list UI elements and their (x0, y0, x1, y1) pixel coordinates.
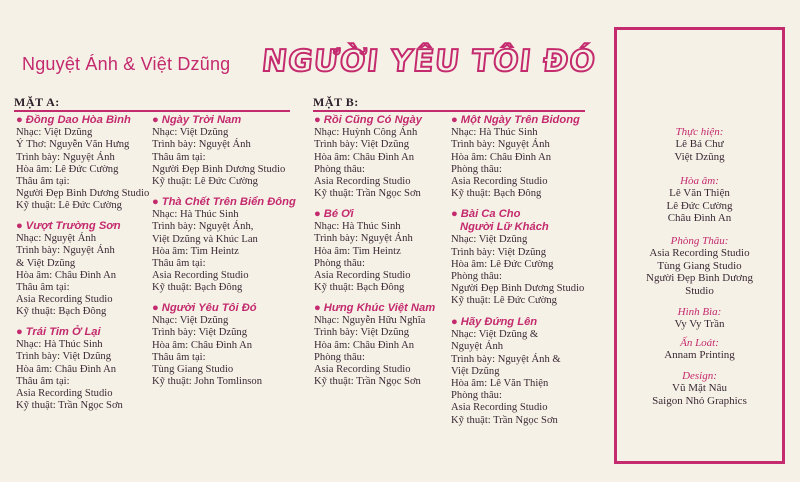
song-title: Rồi Cũng Có Ngày (323, 114, 422, 126)
song-credit: Tùng Giang Studio (152, 364, 234, 376)
song-credit: Nhạc: Nguyệt Ánh (16, 233, 97, 245)
song-title: Ngày Trời Nam (161, 114, 242, 126)
credit-label: Hình Bìa: (677, 306, 722, 318)
song-credit: Kỹ thuật: Trần Ngọc Sơn (16, 400, 123, 412)
track-list-item (16, 220, 166, 319)
credit-name: Annam Printing (664, 349, 735, 362)
song-credit: Nhạc: Việt Dzũng (152, 127, 229, 139)
song-credit: Kỹ thuật: Bạch Đông (152, 282, 243, 294)
song-credit: Hòa âm: Lê Đức Cường (16, 163, 119, 175)
song-credit: Trình bày: Nguyệt Ánh (451, 139, 550, 151)
song-credit: Phòng thâu: (451, 163, 502, 175)
bullet-icon: ● (152, 114, 159, 126)
song-credit: Kỹ thuật: Lê Đức Cường (16, 200, 122, 212)
song-credit: Nhạc: Việt Dzũng & (451, 329, 539, 341)
bullet-icon: ● (314, 302, 321, 314)
credit-name: Lê Đức Cường (666, 199, 733, 212)
song-credit: Asia Recording Studio (451, 176, 548, 188)
track-list-item (314, 208, 464, 294)
bullet-icon: ● (152, 302, 159, 314)
credit-label: Phòng Thâu: (670, 235, 729, 247)
song-credit: Nhạc: Việt Dzũng (152, 315, 229, 327)
side-a-divider (14, 110, 290, 112)
song-credit: Phòng thâu: (314, 257, 365, 269)
song-credit: Nhạc: Hà Thúc Sinh (314, 221, 401, 233)
production-credits-box (614, 27, 785, 464)
song-credit: Kỹ thuật: Trần Ngọc Sơn (314, 376, 421, 388)
song-credit: Kỹ thuật: Trần Ngọc Sơn (451, 414, 558, 426)
credit-name: Vũ Mặt Nâu (672, 382, 727, 395)
song-credit: Người Đẹp Bình Dương Studio (16, 188, 150, 200)
song-credit: Nguyệt Ánh (451, 341, 504, 353)
bullet-icon: ● (451, 114, 458, 126)
song-credit: Phòng thâu: (451, 271, 502, 283)
song-credit: Trình bày: Việt Dzũng (314, 139, 410, 151)
song-credit: Hòa âm: Châu Đình An (314, 339, 415, 351)
song-title: Vượt Trường Sơn (25, 220, 121, 232)
song-credit: Asia Recording Studio (314, 364, 411, 376)
credit-name: Tùng Giang Studio (657, 259, 742, 272)
song-credit: Trình bày: Việt Dzũng (152, 327, 248, 339)
song-credit: Hòa âm: Lê Đức Cường (451, 258, 554, 270)
song-credit: Asia Recording Studio (152, 270, 249, 282)
song-credit: Asia Recording Studio (314, 176, 411, 188)
credit-label: Hòa âm: (680, 175, 719, 187)
song-credit: Hòa âm: Tim Heintz (152, 245, 239, 257)
song-credit: Asia Recording Studio (451, 402, 548, 414)
credit-block-arrangers (617, 175, 782, 225)
song-credit: Trình bày: Nguyệt Ánh (152, 139, 251, 151)
track-list-item (314, 114, 464, 200)
credit-name: Người Đẹp Bình Dương (646, 272, 753, 285)
song-credit: Kỹ thuật: Bạch Đông (314, 282, 405, 294)
song-credit: Nhạc: Việt Dzũng (16, 127, 93, 139)
track-list-item (152, 114, 302, 188)
track-list-item (152, 196, 302, 295)
song-credit: Kỹ thuật: Lê Đức Cường (152, 176, 258, 188)
song-credit: Asia Recording Studio (16, 388, 113, 400)
song-credit: Trình bày: Nguyệt Ánh (16, 245, 115, 257)
bullet-icon: ● (152, 196, 159, 208)
song-credit: Trình bày: Nguyệt Ánh, (152, 221, 254, 233)
credit-name: Vy Vy Trần (674, 318, 725, 331)
song-title: Một Ngày Trên Bidong (460, 114, 580, 126)
song-credit: Người Đẹp Bình Dương Studio (152, 163, 286, 175)
track-list-item (16, 114, 166, 213)
track-list-item (451, 208, 601, 308)
bullet-icon: ● (16, 326, 23, 338)
song-title: Thà Chết Trên Biển Đông (161, 196, 296, 208)
bullet-icon: ● (16, 114, 23, 126)
song-credit: Việt Dzũng và Khúc Lan (152, 233, 258, 245)
song-credit: Trình bày: Việt Dzũng (451, 246, 547, 258)
credit-label: Thực hiện: (675, 126, 724, 138)
song-credit: Trình bày: Nguyệt Ánh (314, 233, 413, 245)
song-credit: Thâu âm tại: (16, 282, 70, 294)
song-credit: Nhạc: Việt Dzũng (451, 234, 528, 246)
album-title-logo: NGƯỜI YÊU TÔI ĐÓ (260, 44, 598, 79)
song-title: Người Yêu Tôi Đó (161, 302, 257, 314)
side-a-heading: MẶT A: (14, 95, 60, 109)
song-credit: Thâu âm tại: (152, 351, 206, 363)
credit-block-studios (617, 235, 782, 297)
song-credit: Hòa âm: Lê Văn Thiện (451, 378, 549, 390)
song-credit: Nhạc: Huỳnh Công Ánh (314, 127, 418, 139)
credit-name: Lê Bá Chư (675, 138, 724, 151)
song-credit: Hòa âm: Châu Đình An (451, 151, 552, 163)
credit-name: Asia Recording Studio (649, 247, 750, 260)
song-credit: Phòng thâu: (451, 390, 502, 402)
song-credit: Người Đẹp Bình Dương Studio (451, 283, 585, 295)
song-credit: Hòa âm: Châu Đình An (152, 339, 253, 351)
side-b-heading: MẶT B: (313, 95, 359, 109)
song-credit: Thâu âm tại: (16, 176, 70, 188)
credit-name: Saigon Nhỏ Graphics (652, 394, 747, 407)
song-title: Bé Ơi (323, 208, 354, 220)
credit-name: Việt Dzũng (674, 150, 725, 163)
song-title: Đồng Dao Hòa Bình (25, 114, 131, 126)
song-credit: Asia Recording Studio (314, 270, 411, 282)
song-title: Trái Tim Ở Lại (25, 326, 101, 338)
credit-name: Studio (685, 284, 714, 297)
song-credit: Kỹ thuật: Trần Ngọc Sơn (314, 188, 421, 200)
track-list-item (152, 302, 302, 388)
song-credit: Kỹ thuật: Bạch Đông (16, 306, 107, 318)
song-credit: Kỹ thuật: John Tomlinson (152, 376, 263, 388)
song-credit: Phòng thâu: (314, 163, 365, 175)
bullet-icon: ● (451, 208, 458, 220)
song-credit: Trình bày: Việt Dzũng (16, 351, 112, 363)
song-credit: Hòa âm: Tim Heintz (314, 245, 401, 257)
song-credit: Trình bày: Nguyệt Ánh & (451, 353, 561, 365)
song-title: Hãy Đứng Lên (460, 316, 538, 328)
song-credit: Nhạc: Nguyễn Hữu Nghĩa (314, 315, 426, 327)
song-credit: & Việt Dzũng (16, 257, 76, 269)
track-list-item (451, 316, 601, 427)
song-credit: Asia Recording Studio (16, 294, 113, 306)
side-b-divider (313, 110, 585, 112)
track-list-item (314, 302, 464, 388)
song-credit: Việt Dzũng (451, 365, 500, 377)
credit-block-design (617, 370, 782, 407)
credit-label: Ấn Loát: (680, 337, 719, 349)
credit-name: Châu Đình An (667, 212, 732, 225)
song-credit: Thâu âm tại: (152, 151, 206, 163)
bullet-icon: ● (314, 114, 321, 126)
bullet-icon: ● (314, 208, 321, 220)
song-credit: Kỹ thuật: Bạch Đông (451, 188, 542, 200)
song-credit: Kỹ thuật: Lê Đức Cường (451, 295, 557, 307)
song-credit: Phòng thâu: (314, 351, 365, 363)
song-title: Hưng Khúc Việt Nam (323, 302, 436, 314)
song-credit: Trình bày: Việt Dzũng (314, 327, 410, 339)
credit-name: Lê Văn Thiện (669, 187, 730, 200)
credit-block-producers (617, 126, 782, 163)
track-list-item (451, 114, 601, 200)
song-title: Bài Ca Cho (460, 208, 521, 220)
song-credit: Thâu âm tại: (152, 258, 206, 270)
song-credit: Nhạc: Hà Thúc Sinh (16, 339, 103, 351)
credit-block-cover-art (617, 306, 782, 331)
song-credit: Hòa âm: Châu Đình An (16, 363, 117, 375)
song-credit: Hòa âm: Châu Đình An (314, 151, 415, 163)
song-credit: Thâu âm tại: (16, 375, 70, 387)
credit-block-printing (617, 337, 782, 362)
bullet-icon: ● (16, 220, 23, 232)
song-credit: Trình bày: Nguyệt Ánh (16, 151, 115, 163)
artists-heading: Nguyệt Ánh & Việt Dzũng (22, 54, 231, 74)
song-credit: Ý Thơ: Nguyễn Văn Hưng (16, 139, 130, 151)
song-credit: Hòa âm: Châu Đình An (16, 269, 117, 281)
track-list-item (16, 326, 166, 412)
song-credit: Nhạc: Hà Thúc Sinh (451, 127, 538, 139)
credit-label: Design: (682, 370, 717, 382)
song-title-line2: Người Lữ Khách (460, 221, 549, 234)
song-credit: Nhạc: Hà Thúc Sinh (152, 209, 239, 221)
bullet-icon: ● (451, 316, 458, 328)
